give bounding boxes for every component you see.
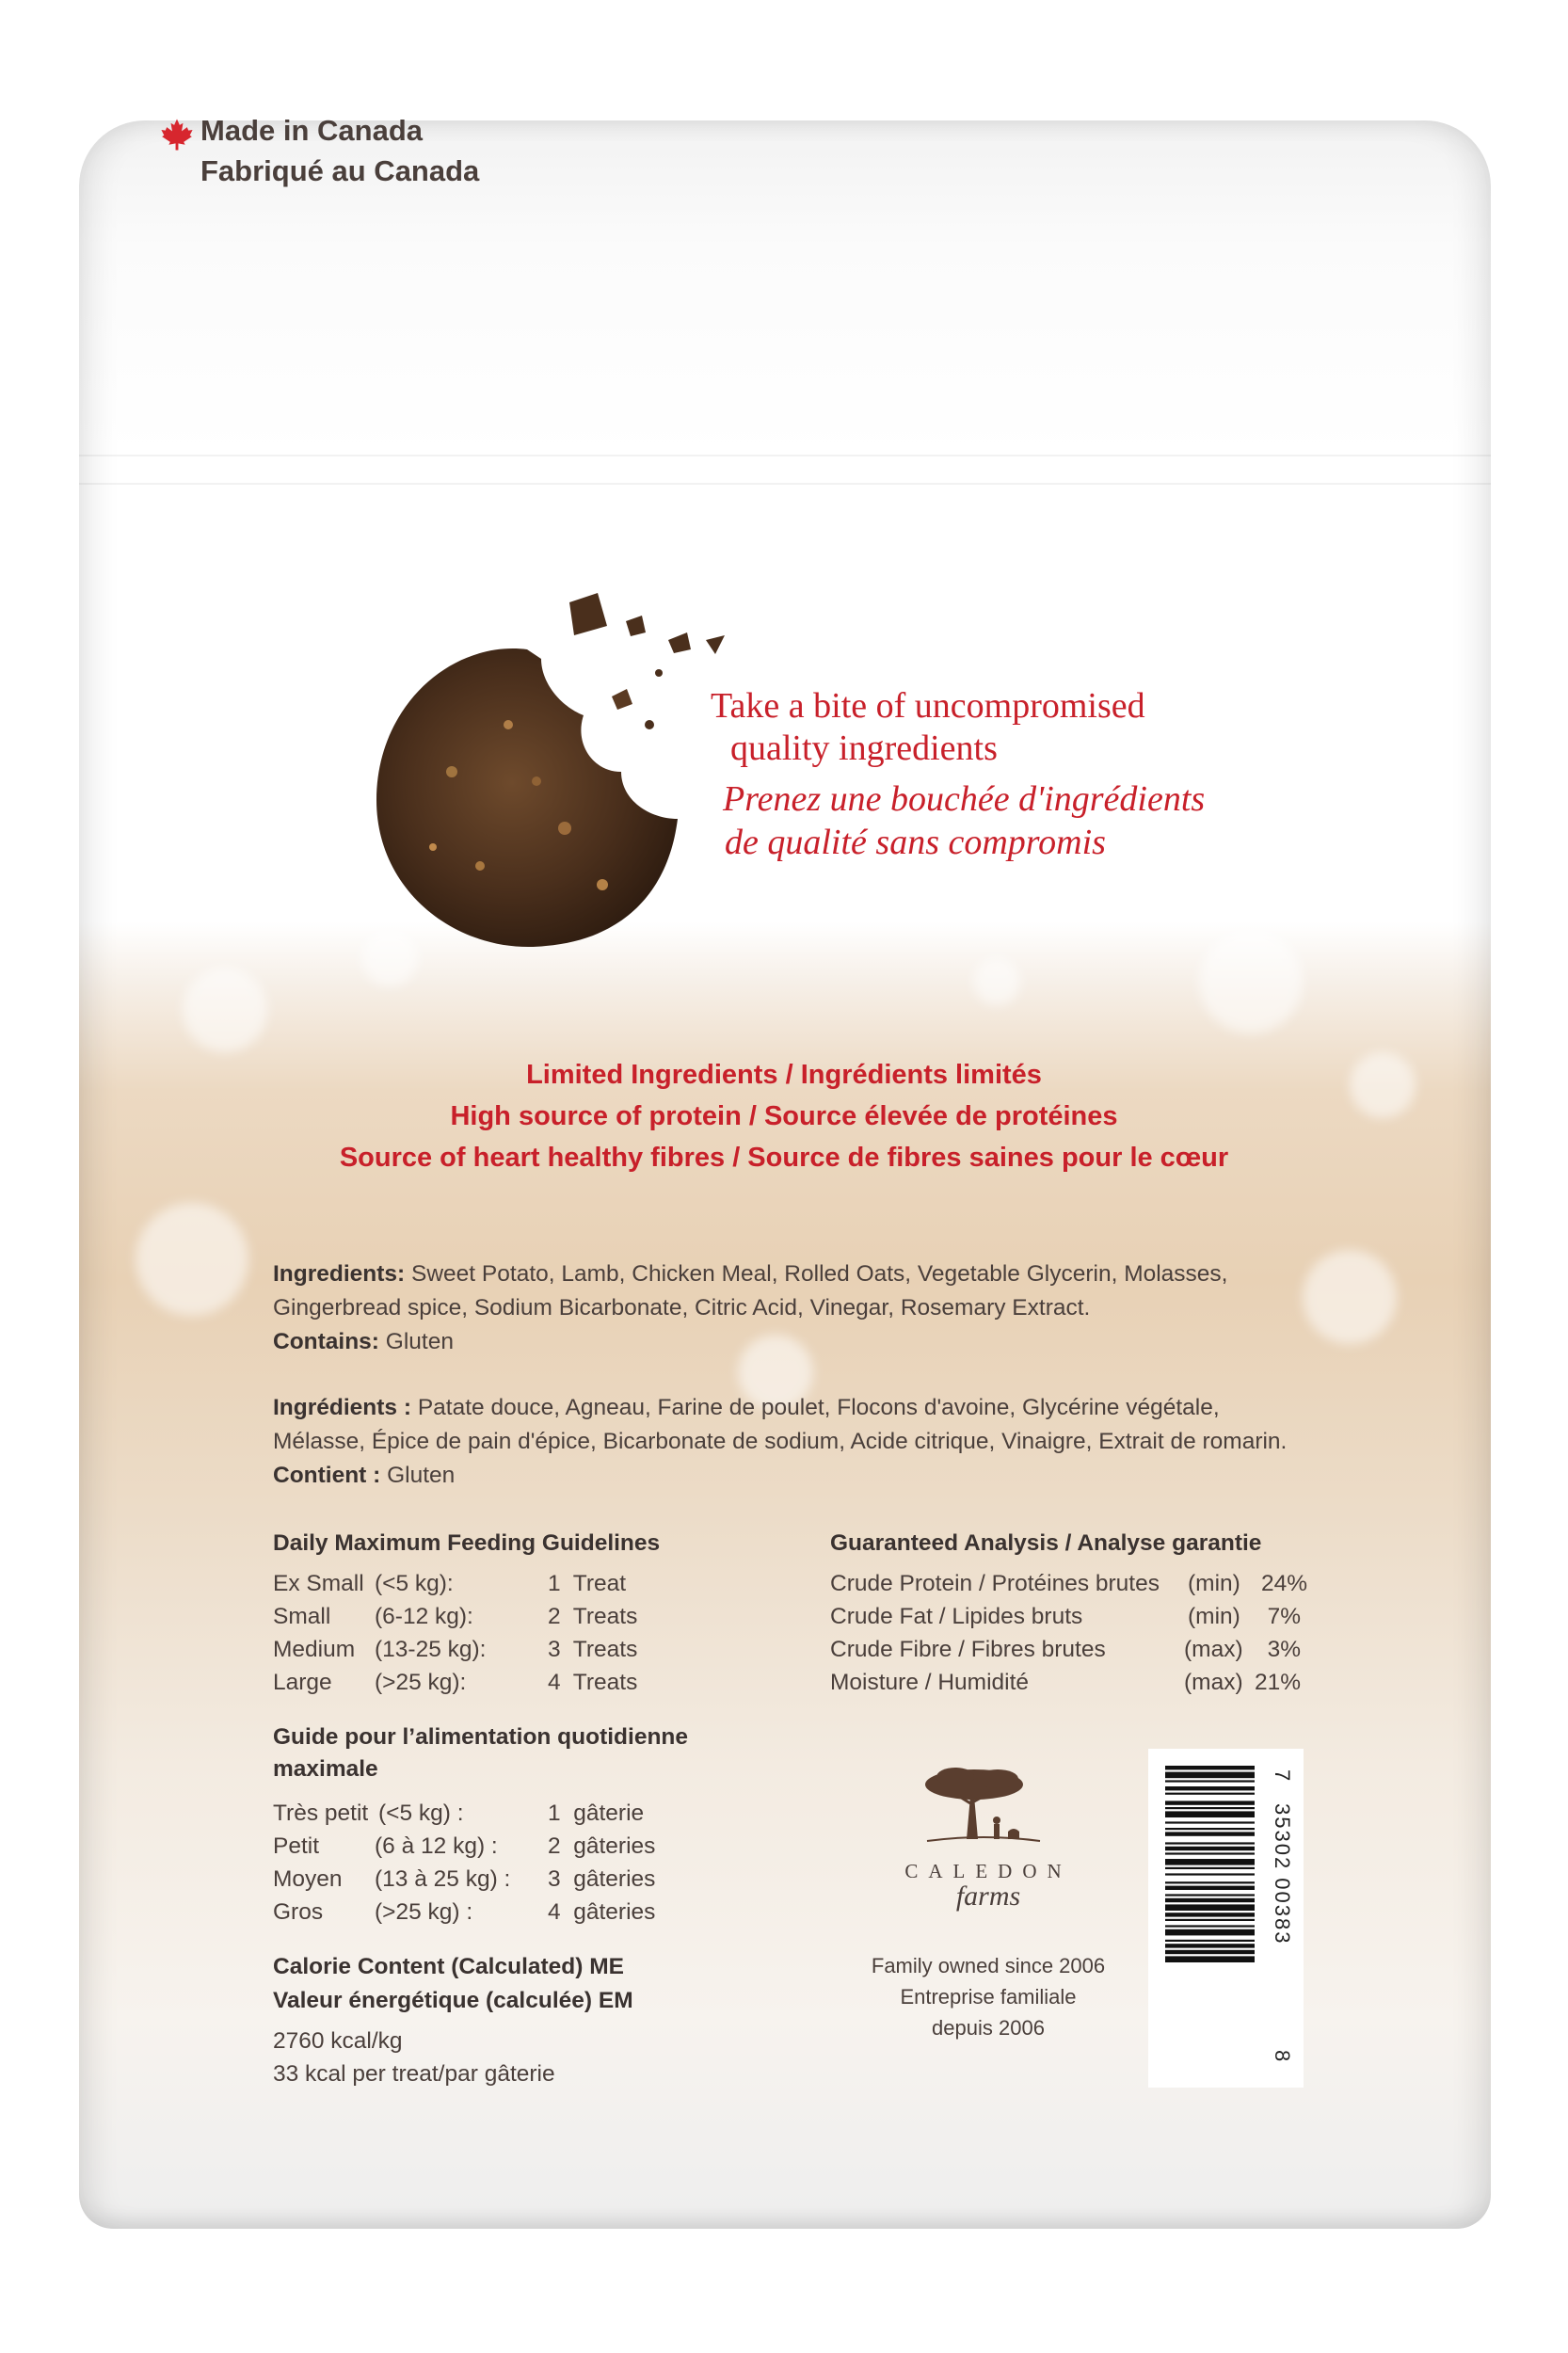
analysis-value: 7% <box>1267 1604 1301 1629</box>
barcode-bar <box>1165 1944 1255 1947</box>
barcode-digits: 35302 00383 <box>1271 1803 1294 1945</box>
barcode-bar <box>1165 1821 1255 1823</box>
maple-leaf-icon <box>160 118 194 152</box>
contains-en-text: Gluten <box>378 1329 454 1354</box>
analysis-title: Guaranteed Analysis / Analyse garantie <box>830 1530 1262 1556</box>
barcode-bars <box>1165 1766 1255 2057</box>
analysis-qualifier: (max) <box>1184 1670 1243 1695</box>
brand-script: farms <box>955 1881 1021 1912</box>
analysis-name: Crude Fat / Lipides bruts <box>830 1604 1083 1629</box>
barcode-bar <box>1165 1940 1255 1942</box>
contains-fr-text: Gluten <box>380 1463 456 1488</box>
barcode-bar <box>1165 1859 1255 1865</box>
bokeh-light <box>183 968 267 1052</box>
analysis-value: 3% <box>1267 1637 1301 1662</box>
caledon-tree-logo-icon <box>918 1758 1049 1852</box>
analysis-name: Crude Protein / Protéines brutes <box>830 1571 1160 1596</box>
claim-fibres: Source of heart healthy fibres / Source de fibres saines pour le cœur <box>339 1143 1229 1173</box>
barcode-bar <box>1165 1929 1255 1936</box>
feeding-en-size: Large <box>273 1670 332 1695</box>
barcode-bar <box>1165 1780 1255 1782</box>
barcode-bar <box>1165 1950 1255 1954</box>
bokeh-light <box>973 958 1020 1005</box>
barcode-bar <box>1165 1842 1255 1844</box>
ingredients-fr <box>273 1391 1318 1493</box>
analysis-name: Moisture / Humidité <box>830 1670 1030 1695</box>
feeding-fr-weight: (6 à 12 kg) : <box>375 1833 498 1859</box>
feeding-fr-size: Petit <box>273 1833 320 1859</box>
analysis-value: 24% <box>1261 1571 1308 1596</box>
tagline-fr-2: de qualité sans compromis <box>725 823 1106 862</box>
barcode-bar <box>1165 1881 1255 1883</box>
ingredients-fr-label: Ingrédients : <box>273 1395 412 1420</box>
barcode-bar <box>1165 1919 1255 1921</box>
bokeh-light <box>1199 930 1303 1033</box>
feeding-en-amount: 2 Treats <box>548 1604 638 1629</box>
calorie-per-treat: 33 kcal per treat/par gâterie <box>273 2061 555 2087</box>
barcode-bar <box>1165 1801 1255 1804</box>
family-owned-fr-1: Entreprise familiale <box>900 1985 1077 2009</box>
upc-barcode <box>1148 1749 1304 2088</box>
contains-fr-label: Contient : <box>273 1463 381 1488</box>
ingredients-en-text: Sweet Potato, Lamb, Chicken Meal, Rolled Oats, Vegetable Glycerin, Molasses, Gingerbread spice, Sodium Bicarbonate, Citric Acid, Vinegar, Rosemary Extract. <box>273 1261 1228 1321</box>
analysis-qualifier: (max) <box>1184 1637 1243 1662</box>
treat-cookie-image <box>339 584 791 960</box>
fold-line <box>79 455 1491 456</box>
barcode-bar <box>1165 1811 1255 1817</box>
feeding-en-size: Ex Small <box>273 1571 364 1596</box>
ingredients-en-label: Ingredients: <box>273 1261 406 1287</box>
brand-name: CALEDON <box>904 1860 1072 1882</box>
claim-limited-ingredients: Limited Ingredients / Ingrédients limités <box>526 1060 1042 1090</box>
barcode-bar <box>1165 1873 1255 1875</box>
analysis-value: 21% <box>1254 1670 1301 1695</box>
made-in-canada: Made in Canada <box>200 114 423 147</box>
feeding-fr-title: Guide pour l’alimentation quotidienne <box>273 1724 688 1750</box>
calorie-title-en: Calorie Content (Calculated) ME <box>273 1954 624 1979</box>
barcode-last-digit: 7 <box>1271 1769 1294 1784</box>
barcode-bar <box>1165 1956 1255 1962</box>
feeding-en-weight: (>25 kg): <box>375 1670 467 1695</box>
feeding-en-size: Medium <box>273 1637 356 1662</box>
barcode-first-digit: 8 <box>1271 2050 1294 2064</box>
barcode-bar <box>1165 1828 1255 1830</box>
contains-en-label: Contains: <box>273 1329 379 1354</box>
feeding-en-weight: (<5 kg): <box>375 1571 454 1596</box>
bokeh-light <box>136 1203 248 1316</box>
barcode-bar <box>1165 1793 1255 1795</box>
family-owned-fr-2: depuis 2006 <box>932 2016 1045 2040</box>
feeding-en-amount: 4 Treats <box>548 1670 638 1695</box>
feeding-fr-title-2: maximale <box>273 1756 378 1782</box>
feeding-fr-weight: (13 à 25 kg) : <box>375 1866 511 1892</box>
analysis-qualifier: (min) <box>1188 1571 1240 1596</box>
ingredients-fr-text: Patate douce, Agneau, Farine de poulet, Flocons d'avoine, Glycérine végétale, Mélasse, Épice de pain d'épice, Bicarbonate de sodium, Acide citrique, Vinaigre, Extrait de romarin. <box>273 1395 1288 1454</box>
ingredients-en <box>273 1257 1318 1359</box>
calorie-title-fr: Valeur énergétique (calculée) EM <box>273 1988 633 2013</box>
barcode-bar <box>1165 1904 1255 1911</box>
barcode-bar <box>1165 1807 1255 1809</box>
barcode-bar <box>1165 1886 1255 1890</box>
feeding-fr-size: Très petit <box>273 1801 369 1826</box>
feeding-fr-weight: (>25 kg) : <box>375 1899 473 1925</box>
feeding-en-title: Daily Maximum Feeding Guidelines <box>273 1530 661 1556</box>
barcode-bar <box>1165 1913 1255 1916</box>
feeding-fr-amount: 1 gâterie <box>548 1801 645 1826</box>
barcode-bar <box>1165 1894 1255 1896</box>
barcode-bar <box>1165 1766 1255 1769</box>
barcode-bar <box>1165 1925 1255 1927</box>
feeding-fr-weight: (<5 kg) : <box>378 1801 464 1826</box>
fabrique-au-canada: Fabriqué au Canada <box>200 154 480 187</box>
barcode-bar <box>1165 1847 1255 1850</box>
calorie-per-kg: 2760 kcal/kg <box>273 2028 403 2054</box>
analysis-name: Crude Fibre / Fibres brutes <box>830 1637 1106 1662</box>
feeding-en-size: Small <box>273 1604 331 1629</box>
barcode-bar <box>1165 1832 1255 1835</box>
feeding-en-weight: (6-12 kg): <box>375 1604 473 1629</box>
feeding-fr-amount: 4 gâteries <box>548 1899 656 1925</box>
barcode-bar <box>1165 1786 1255 1790</box>
feeding-en-amount: 3 Treats <box>548 1637 638 1662</box>
tagline-en-1: Take a bite of uncompromised <box>711 686 1145 726</box>
fold-line <box>79 483 1491 485</box>
feeding-fr-size: Moyen <box>273 1866 343 1892</box>
tagline-fr-1: Prenez une bouchée d'ingrédients <box>723 779 1206 819</box>
analysis-qualifier: (min) <box>1188 1604 1240 1629</box>
feeding-fr-amount: 3 gâteries <box>548 1866 656 1892</box>
barcode-bar <box>1165 1867 1255 1869</box>
feeding-en-amount: 1 Treat <box>548 1571 627 1596</box>
barcode-bar <box>1165 1898 1255 1902</box>
feeding-en-weight: (13-25 kg): <box>375 1637 487 1662</box>
family-owned-en: Family owned since 2006 <box>871 1954 1106 1977</box>
barcode-bar <box>1165 1772 1255 1779</box>
claim-protein: High source of protein / Source élevée de protéines <box>450 1101 1118 1131</box>
tagline-en-2: quality ingredients <box>730 728 998 768</box>
barcode-bar <box>1165 1852 1255 1854</box>
feeding-fr-size: Gros <box>273 1899 324 1925</box>
feeding-fr-amount: 2 gâteries <box>548 1833 656 1859</box>
